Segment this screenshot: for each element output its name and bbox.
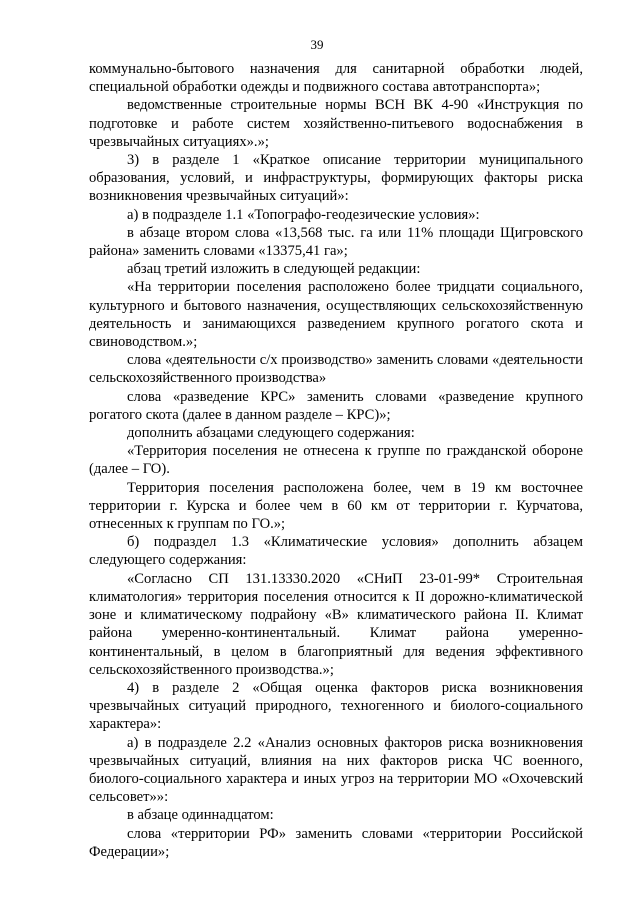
paragraph: коммунально-бытового назначения для санитарной обработки людей, специальной обработки одежды и подвижного состава автотранспорта»;	[89, 61, 583, 96]
paragraph: слова «деятельности с/х производство» заменить словами «деятельности сельскохозяйственного производства»	[89, 352, 583, 387]
paragraph: в абзаце втором слова «13,568 тыс. га или 11% площади Щигровского района» заменить словами «13375,41 га»;	[89, 224, 583, 260]
paragraph: слова «территории РФ» заменить словами «территории Российской Федерации»;	[89, 825, 583, 860]
document-body	[89, 60, 583, 861]
paragraph: 4) в разделе 2 «Общая оценка факторов риска возникновения чрезвычайных ситуаций природного, техногенного и биолого-социального характера»:	[89, 679, 583, 733]
paragraph: Территория поселения расположена более, чем в 19 км восточнее территории г. Курска и более чем в 60 км от территории г. Курчатова, отнесенных к группам по ГО.»;	[89, 479, 583, 533]
paragraph: б) подраздел 1.3 «Климатические условия» дополнить абзацем следующего содержания:	[89, 534, 583, 569]
page-number: 39	[310, 37, 324, 52]
paragraph: абзац третий изложить в следующей редакции:	[127, 261, 421, 278]
paragraph: «На территории поселения расположено более тридцати социального, культурного и бытового назначения, осуществляющих сельскохозяйственную деятельность и занимающихся разведением крупного рогатого скота и свиноводством.»;	[89, 279, 583, 351]
paragraph: «Согласно СП 131.13330.2020 «СНиП 23-01-99* Строительная климатология» территория поселения относится к II дорожно-климатической зоне и климатическому подрайону «В» климатического района II. Климат района умеренно-континентальный. Климат района умеренно-континентальный, в целом в благоприятный для ведения эффективного сельскохозяйственного производства.»;	[89, 570, 583, 678]
paragraph: ведомственные строительные нормы ВСН ВК 4-90 «Инструкция по подготовке и работе систем хозяйственно-питьевого водоснабжения в чрезвычайных ситуациях».»;	[89, 97, 583, 150]
paragraph: дополнить абзацами следующего содержания:	[127, 425, 415, 442]
paragraph: а) в подразделе 2.2 «Анализ основных факторов риска возникновения чрезвычайных ситуаций, влияния на них факторов риска ЧС военного, биолого-социального характера и иных угроз на территории МО «Охочевский сельсовет»»:	[89, 734, 583, 806]
paragraph: «Территория поселения не отнесена к группе по гражданской обороне (далее – ГО).	[89, 443, 583, 478]
paragraph: в абзаце одиннадцатом:	[127, 807, 274, 824]
paragraph: 3) в разделе 1 «Краткое описание территории муниципального образования, условий, и инфраструктуры, формирующих факторы риска возникновения чрезвычайных ситуаций»:	[89, 152, 583, 205]
paragraph: а) в подразделе 1.1 «Топографо-геодезические условия»:	[127, 206, 480, 223]
paragraph: слова «разведение КРС» заменить словами «разведение крупного рогатого скота (далее в данном разделе – КРС)»;	[89, 388, 583, 423]
